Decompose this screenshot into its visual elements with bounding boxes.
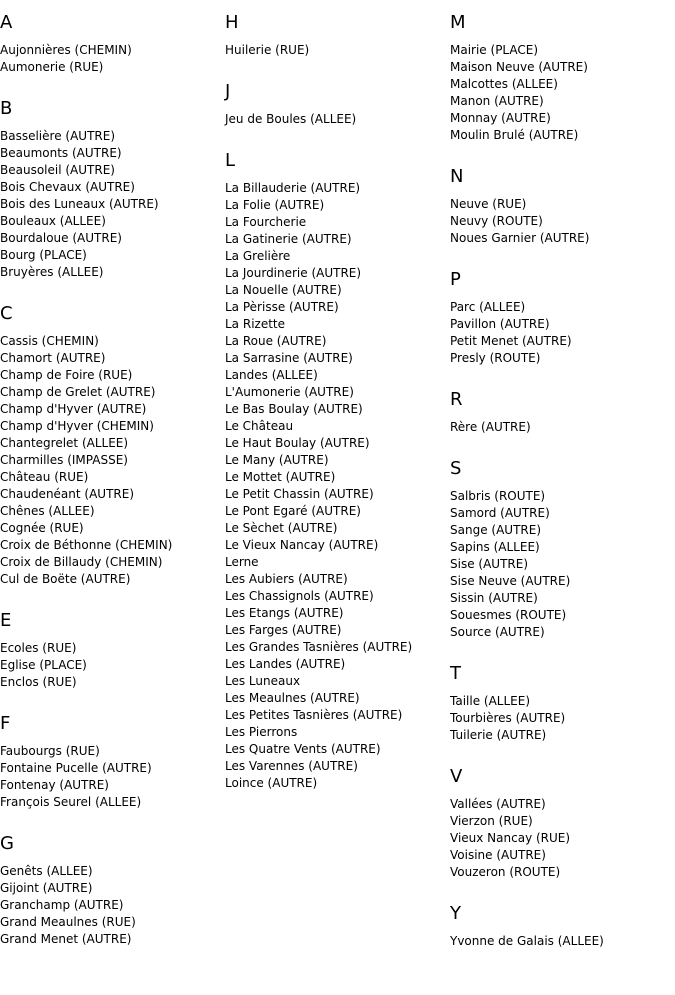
- street-link[interactable]: Fontenay (AUTRE): [0, 778, 109, 792]
- street-list: [450, 488, 675, 641]
- street-link[interactable]: Vieux Nancay (RUE): [450, 831, 571, 845]
- street-link[interactable]: Pavillon (AUTRE): [450, 317, 550, 331]
- street-link[interactable]: Cul de Boëte (AUTRE): [0, 572, 131, 586]
- section-letter-heading: C: [0, 303, 13, 324]
- street-link[interactable]: Croix de Béthonne (CHEMIN): [0, 538, 173, 552]
- street-link[interactable]: Les Pierrons: [225, 725, 298, 739]
- street-link[interactable]: Moulin Brulé (AUTRE): [450, 128, 579, 142]
- street-link[interactable]: Chaudenéant (AUTRE): [0, 487, 135, 501]
- street-list: [0, 743, 225, 811]
- street-link[interactable]: Sise Neuve (AUTRE): [450, 574, 571, 588]
- street-link[interactable]: La Pèrisse (AUTRE): [225, 300, 339, 314]
- street-list: [450, 933, 675, 950]
- section-letter-heading: S: [450, 458, 462, 479]
- section-letter-heading: E: [0, 610, 12, 631]
- section-letter-heading: J: [225, 81, 231, 102]
- street-link[interactable]: Sissin (AUTRE): [450, 591, 538, 605]
- street-link[interactable]: Genêts (ALLEE): [0, 864, 93, 878]
- street-link[interactable]: Souesmes (ROUTE): [450, 608, 567, 622]
- street-link[interactable]: Chantegrelet (ALLEE): [0, 436, 129, 450]
- street-link[interactable]: Eglise (PLACE): [0, 658, 87, 672]
- street-link[interactable]: Le Vieux Nancay (AUTRE): [225, 538, 379, 552]
- street-link[interactable]: Sise (AUTRE): [450, 557, 529, 571]
- letter-section: [450, 458, 675, 641]
- street-link[interactable]: Le Mottet (AUTRE): [225, 470, 336, 484]
- street-link[interactable]: Cassis (CHEMIN): [0, 334, 99, 348]
- section-letter-heading: L: [225, 150, 236, 171]
- street-link[interactable]: L'Aumonerie (AUTRE): [225, 385, 354, 399]
- street-link[interactable]: La Billauderie (AUTRE): [225, 181, 361, 195]
- street-link[interactable]: La Grelière: [225, 249, 291, 263]
- street-link[interactable]: Le Château: [225, 419, 294, 433]
- street-link[interactable]: Tourbières (AUTRE): [450, 711, 566, 725]
- street-link[interactable]: Faubourgs (RUE): [0, 744, 100, 758]
- letter-section: [225, 150, 450, 792]
- street-link[interactable]: Le Many (AUTRE): [225, 453, 329, 467]
- street-link[interactable]: Salbris (ROUTE): [450, 489, 546, 503]
- section-letter-heading: G: [0, 833, 14, 854]
- section-letter-heading: R: [450, 389, 463, 410]
- street-link[interactable]: Bruyères (ALLEE): [0, 265, 104, 279]
- letter-section: [0, 610, 225, 691]
- street-link[interactable]: Chamort (AUTRE): [0, 351, 106, 365]
- letter-section: [225, 12, 450, 59]
- street-link[interactable]: Chênes (ALLEE): [0, 504, 95, 518]
- street-link[interactable]: Bois Chevaux (AUTRE): [0, 180, 135, 194]
- street-list: [0, 333, 225, 588]
- letter-section: [450, 903, 675, 950]
- section-letter-heading: Y: [450, 903, 461, 924]
- street-list: [450, 693, 675, 744]
- section-letter-heading: H: [225, 12, 239, 33]
- street-link[interactable]: Les Chassignols (AUTRE): [225, 589, 374, 603]
- letter-section: [450, 663, 675, 744]
- street-link[interactable]: Samord (AUTRE): [450, 506, 550, 520]
- street-link[interactable]: Les Meaulnes (AUTRE): [225, 691, 360, 705]
- street-link[interactable]: Vouzeron (ROUTE): [450, 865, 561, 879]
- street-list: [0, 863, 225, 948]
- street-link[interactable]: Croix de Billaudy (CHEMIN): [0, 555, 163, 569]
- street-link[interactable]: Tuilerie (AUTRE): [450, 728, 547, 742]
- letter-section: [0, 713, 225, 811]
- street-link[interactable]: Parc (ALLEE): [450, 300, 526, 314]
- street-list: [450, 419, 675, 436]
- street-link[interactable]: Les Quatre Vents (AUTRE): [225, 742, 381, 756]
- street-link[interactable]: Gijoint (AUTRE): [0, 881, 93, 895]
- section-letter-heading: V: [450, 766, 463, 787]
- street-link[interactable]: La Sarrasine (AUTRE): [225, 351, 353, 365]
- street-list: [225, 180, 450, 792]
- street-link[interactable]: Beaumonts (AUTRE): [0, 146, 122, 160]
- street-link[interactable]: Noues Garnier (AUTRE): [450, 231, 590, 245]
- street-link[interactable]: Bois des Luneaux (AUTRE): [0, 197, 159, 211]
- street-link[interactable]: Neuvy (ROUTE): [450, 214, 543, 228]
- street-link[interactable]: Cognée (RUE): [0, 521, 84, 535]
- street-link[interactable]: Bourdaloue (AUTRE): [0, 231, 122, 245]
- letter-section: [450, 766, 675, 881]
- street-link[interactable]: Ecoles (RUE): [0, 641, 77, 655]
- street-list: [450, 42, 675, 144]
- street-list: [0, 42, 225, 76]
- street-link[interactable]: Château (RUE): [0, 470, 89, 484]
- street-link[interactable]: Les Farges (AUTRE): [225, 623, 342, 637]
- letter-section: [0, 12, 225, 76]
- letter-section: [450, 269, 675, 367]
- street-link[interactable]: Les Aubiers (AUTRE): [225, 572, 348, 586]
- street-link[interactable]: Les Varennes (AUTRE): [225, 759, 358, 773]
- section-letter-heading: A: [0, 12, 13, 33]
- street-link[interactable]: Les Etangs (AUTRE): [225, 606, 344, 620]
- street-link[interactable]: Le Pont Egaré (AUTRE): [225, 504, 361, 518]
- street-link[interactable]: Grand Meaulnes (RUE): [0, 915, 136, 929]
- street-index-column-3: [450, 12, 675, 972]
- street-link[interactable]: Presly (ROUTE): [450, 351, 541, 365]
- street-link[interactable]: Neuve (RUE): [450, 197, 527, 211]
- street-link[interactable]: Le Haut Boulay (AUTRE): [225, 436, 370, 450]
- street-link[interactable]: Manon (AUTRE): [450, 94, 544, 108]
- street-list: [225, 111, 450, 128]
- street-link[interactable]: Landes (ALLEE): [225, 368, 318, 382]
- street-link[interactable]: Fontaine Pucelle (AUTRE): [0, 761, 152, 775]
- street-link[interactable]: Mairie (PLACE): [450, 43, 539, 57]
- street-link[interactable]: Les Luneaux: [225, 674, 301, 688]
- street-link[interactable]: François Seurel (ALLEE): [0, 795, 142, 809]
- street-list: [225, 42, 450, 59]
- street-list: [450, 796, 675, 881]
- letter-section: [0, 98, 225, 281]
- street-link[interactable]: La Gatinerie (AUTRE): [225, 232, 352, 246]
- street-link[interactable]: Basselière (AUTRE): [0, 129, 115, 143]
- street-link[interactable]: Champ de Foire (RUE): [0, 368, 133, 382]
- street-link[interactable]: La Fourcherie: [225, 215, 307, 229]
- street-link[interactable]: Bourg (PLACE): [0, 248, 87, 262]
- street-link[interactable]: Malcottes (ALLEE): [450, 77, 558, 91]
- street-link[interactable]: Beausoleil (AUTRE): [0, 163, 115, 177]
- street-link[interactable]: Vallées (AUTRE): [450, 797, 546, 811]
- street-link[interactable]: Enclos (RUE): [0, 675, 77, 689]
- section-letter-heading: F: [0, 713, 11, 734]
- street-link[interactable]: Champ de Grelet (AUTRE): [0, 385, 156, 399]
- street-link[interactable]: Maison Neuve (AUTRE): [450, 60, 588, 74]
- street-link[interactable]: Granchamp (AUTRE): [0, 898, 124, 912]
- street-link[interactable]: Les Petites Tasnières (AUTRE): [225, 708, 403, 722]
- street-link[interactable]: La Nouelle (AUTRE): [225, 283, 342, 297]
- letter-section: [0, 303, 225, 588]
- letter-section: [450, 166, 675, 247]
- street-link[interactable]: Grand Menet (AUTRE): [0, 932, 132, 946]
- section-letter-heading: N: [450, 166, 464, 187]
- street-link[interactable]: Aujonnières (CHEMIN): [0, 43, 132, 57]
- street-list: [0, 640, 225, 691]
- street-list: [450, 299, 675, 367]
- street-link[interactable]: Sange (AUTRE): [450, 523, 541, 537]
- street-link[interactable]: La Jourdinerie (AUTRE): [225, 266, 362, 280]
- street-index-column-1: [0, 12, 225, 970]
- street-link[interactable]: La Folie (AUTRE): [225, 198, 325, 212]
- street-link[interactable]: Aumonerie (RUE): [0, 60, 104, 74]
- street-link[interactable]: Charmilles (IMPASSE): [0, 453, 128, 467]
- street-link[interactable]: Sapins (ALLEE): [450, 540, 540, 554]
- street-link[interactable]: Source (AUTRE): [450, 625, 545, 639]
- street-link[interactable]: Rère (AUTRE): [450, 420, 531, 434]
- street-index-column-2: [225, 12, 450, 814]
- street-link[interactable]: Monnay (AUTRE): [450, 111, 551, 125]
- letter-section: [450, 389, 675, 436]
- letter-section: [225, 81, 450, 128]
- street-link[interactable]: Petit Menet (AUTRE): [450, 334, 572, 348]
- street-link[interactable]: Taille (ALLEE): [450, 694, 531, 708]
- street-link[interactable]: Bouleaux (ALLEE): [0, 214, 106, 228]
- section-letter-heading: B: [0, 98, 13, 119]
- street-link[interactable]: Voisine (AUTRE): [450, 848, 546, 862]
- letter-section: [450, 12, 675, 144]
- street-link[interactable]: Vierzon (RUE): [450, 814, 533, 828]
- section-letter-heading: P: [450, 269, 461, 290]
- section-letter-heading: M: [450, 12, 466, 33]
- street-link[interactable]: Le Petit Chassin (AUTRE): [225, 487, 374, 501]
- street-link[interactable]: Le Sèchet (AUTRE): [225, 521, 338, 535]
- street-link[interactable]: Jeu de Boules (ALLEE): [225, 112, 357, 126]
- street-link[interactable]: Les Landes (AUTRE): [225, 657, 346, 671]
- letter-section: [0, 833, 225, 948]
- street-link[interactable]: Champ d'Hyver (AUTRE): [0, 402, 147, 416]
- street-link[interactable]: Lerne: [225, 555, 259, 569]
- street-link[interactable]: La Roue (AUTRE): [225, 334, 327, 348]
- street-link[interactable]: Le Bas Boulay (AUTRE): [225, 402, 363, 416]
- street-link[interactable]: Champ d'Hyver (CHEMIN): [0, 419, 154, 433]
- street-list: [0, 128, 225, 281]
- street-link[interactable]: La Rizette: [225, 317, 285, 331]
- street-link[interactable]: Yvonne de Galais (ALLEE): [450, 934, 604, 948]
- section-letter-heading: T: [450, 663, 461, 684]
- street-list: [450, 196, 675, 247]
- street-link[interactable]: Loince (AUTRE): [225, 776, 318, 790]
- street-link[interactable]: Huilerie (RUE): [225, 43, 310, 57]
- street-link[interactable]: Les Grandes Tasnières (AUTRE): [225, 640, 413, 654]
